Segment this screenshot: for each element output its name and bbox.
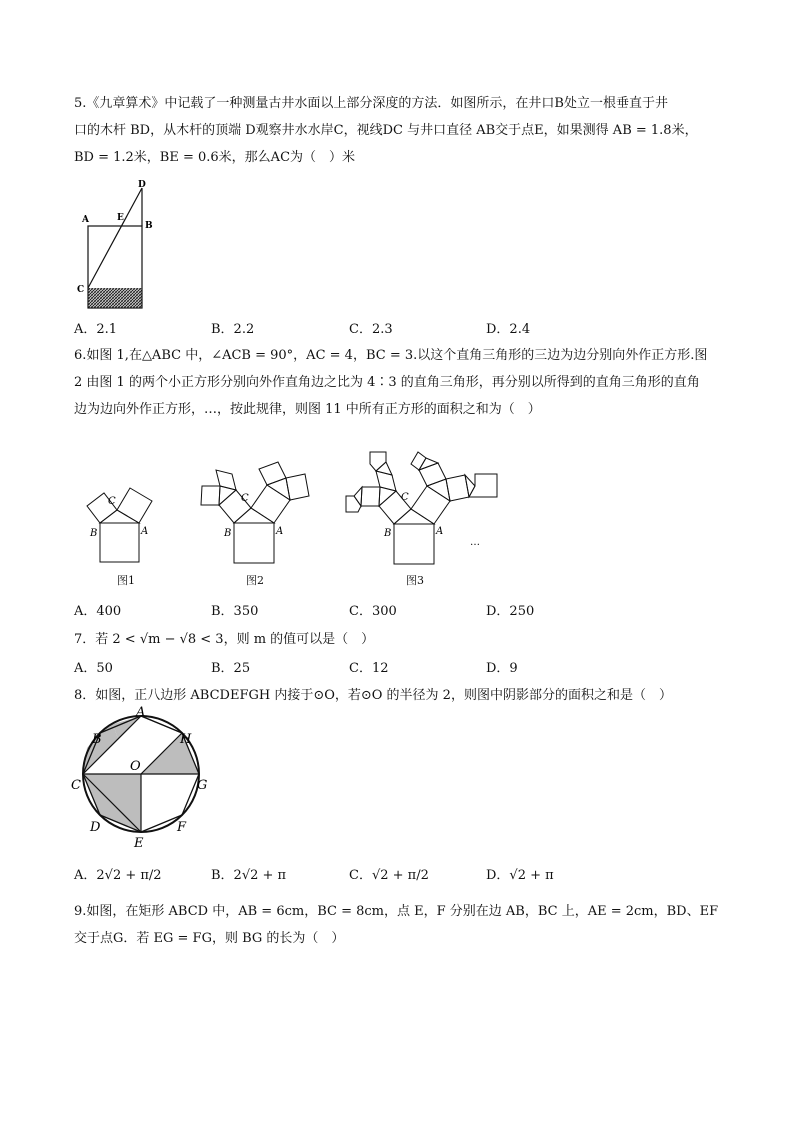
q6-figure-1 (78, 478, 168, 568)
q7-option-d[interactable]: D．9 (486, 661, 518, 676)
oct-label-c: C (71, 778, 81, 793)
oct-label-b: B (92, 732, 102, 747)
q6-caption-3: 图3 (406, 574, 424, 587)
oct-label-a: A (136, 705, 146, 720)
q7-option-c[interactable]: C．12 (349, 661, 389, 676)
q8-option-d[interactable]: D．√2 + π (486, 868, 554, 883)
q6-stem-line-2: 2 由图 1 的两个小正方形分别向外作直角边之比为 4∶3 的直角三角形，再分别以所得到的直角三角形的直角 (74, 375, 700, 390)
q8-stem: 8．如图，正八边形 ABCDEFGH 内接于⊙O，若⊙O 的半径为 2，则图中阴影部分的面积之和是（ ） (74, 688, 672, 703)
q5-option-b[interactable]: B．2.2 (211, 322, 255, 337)
label-c: C (77, 285, 85, 295)
q5-stem-line-1: 5.《九章算术》中记载了一种测量古井水面以上部分深度的方法．如图所示，在井口B处立一根垂直于井 (74, 96, 668, 111)
fig1-label-a: A (141, 526, 149, 537)
fig3-label-a: A (436, 526, 444, 537)
q6-option-d[interactable]: D．250 (486, 604, 535, 619)
q5-option-d[interactable]: D．2.4 (486, 322, 531, 337)
label-b: B (145, 221, 153, 231)
oct-label-o: O (130, 759, 141, 774)
oct-label-e: E (134, 836, 144, 851)
oct-label-g: G (197, 778, 208, 793)
sight-line-dc (88, 188, 142, 288)
fig2-label-c: C (241, 493, 249, 504)
q9-stem-line-2: 交于点G．若 EG = FG，则 BG 的长为（ ） (74, 931, 345, 946)
fig1-label-b: B (90, 528, 98, 539)
label-e: E (117, 213, 124, 223)
q6-option-a[interactable]: A．400 (74, 604, 122, 619)
label-a: A (82, 215, 89, 225)
q9-stem-line-1: 9.如图，在矩形 ABCD 中，AB = 6cm，BC = 8cm，点 E，F 分别在边 AB，BC 上，AE = 2cm，BD、EF (74, 904, 719, 919)
q8-option-b[interactable]: B．2√2 + π (211, 868, 287, 883)
q6-caption-1: 图1 (117, 574, 135, 587)
q6-caption-2: 图2 (246, 574, 264, 587)
q5-option-a[interactable]: A．2.1 (74, 322, 118, 337)
q6-figure-2 (194, 458, 324, 568)
q5-stem-line-3: BD = 1.2米，BE = 0.6米，那么AC为（ ）米 (74, 150, 356, 165)
q5-option-c[interactable]: C．2.3 (349, 322, 393, 337)
q5-stem-line-2: 口的木杆 BD，从木杆的顶端 D观察井水水岸C，视线DC 与井口直径 AB交于点E，如果测得 AB = 1.8米， (74, 123, 698, 138)
q6-option-c[interactable]: C．300 (349, 604, 397, 619)
q7-stem: 7．若 2 < √m − √8 < 3，则 m 的值可以是（ ） (74, 632, 375, 647)
oct-label-h: H (180, 732, 192, 747)
fig1-label-c: C (108, 496, 116, 507)
q8-octagon-figure (70, 705, 216, 851)
fig2-label-b: B (224, 528, 232, 539)
water-surface (88, 288, 142, 308)
q5-well-figure (74, 178, 154, 314)
q6-figure-3 (342, 452, 504, 568)
q6-option-b[interactable]: B．350 (211, 604, 259, 619)
q8-option-c[interactable]: C．√2 + π/2 (349, 868, 429, 883)
q8-option-a[interactable]: A．2√2 + π/2 (74, 868, 162, 883)
oct-label-f: F (177, 820, 187, 835)
fig3-label-b: B (384, 528, 392, 539)
fig3-label-c: C (401, 492, 409, 503)
label-d: D (138, 180, 146, 190)
fig2-label-a: A (276, 526, 284, 537)
q7-option-b[interactable]: B．25 (211, 661, 251, 676)
oct-label-d: D (90, 820, 101, 835)
fig3-ellipsis: … (470, 537, 480, 548)
q6-stem-line-3: 边为边向外作正方形，…，按此规律，则图 11 中所有正方形的面积之和为（ ） (74, 402, 541, 417)
q7-option-a[interactable]: A．50 (74, 661, 113, 676)
q6-stem-line-1: 6.如图 1,在△ABC 中，∠ACB = 90°，AC = 4，BC = 3.以这个直角三角形的三边为边分别向外作正方形.图 (74, 348, 708, 363)
